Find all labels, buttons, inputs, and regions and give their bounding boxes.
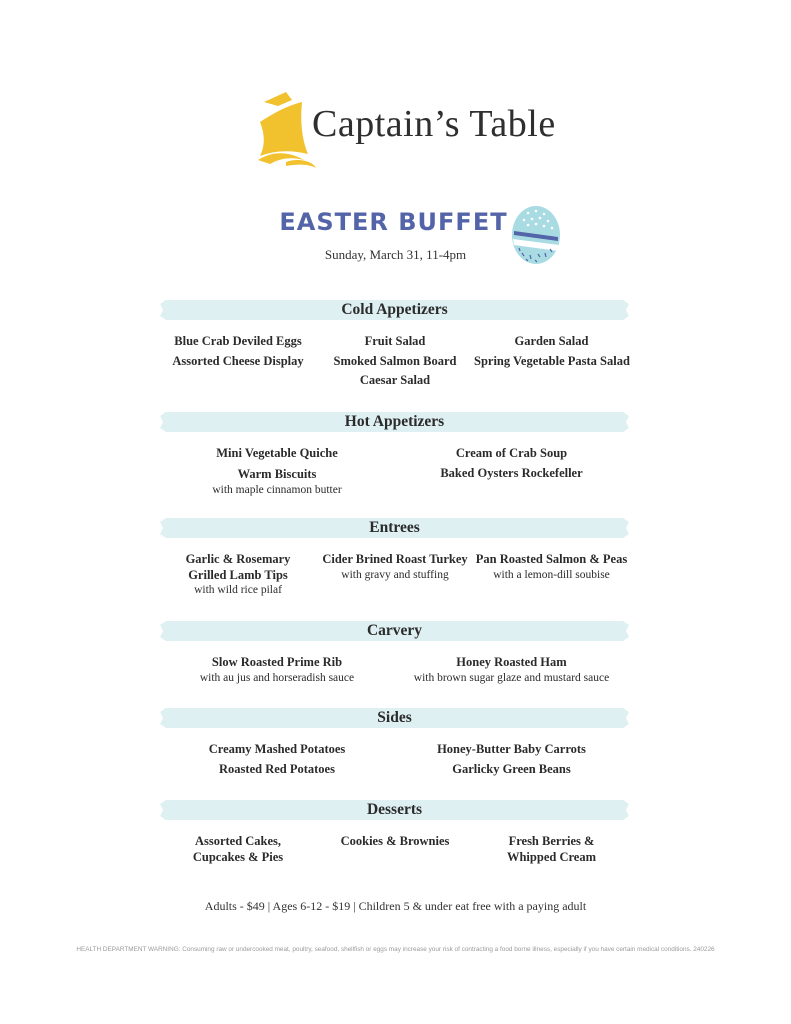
hot-column-1 [160, 444, 394, 497]
section-header-cold-appetizers: Cold Appetizers [160, 300, 629, 320]
menu-item: Smoked Salmon Board [333, 353, 457, 368]
menu-item-note: with wild rice pilaf [194, 584, 282, 596]
menu-item: Slow Roasted Prime Rib [211, 655, 343, 669]
menu-item-note: with maple cinnamon butter [212, 483, 342, 496]
hot-column-2 [394, 444, 629, 483]
menu-item: Assorted Cheese Display [172, 353, 304, 368]
desserts-column-1 [160, 834, 316, 865]
menu-item: Cider Brined Roast Turkey [322, 552, 468, 566]
menu-item: Garden Salad [514, 334, 589, 348]
menu-item: Caesar Salad [359, 373, 431, 387]
brand-name: Captain’s Table [312, 103, 556, 145]
section-header-sides: Sides [160, 708, 629, 728]
sides-column-1 [160, 740, 394, 779]
section-header-desserts: Desserts [160, 800, 629, 820]
section-header-hot-appetizers: Hot Appetizers [160, 412, 629, 432]
menu-item: Cupcakes & Pies [192, 849, 284, 864]
pricing-info: Adults - $49 | Ages 6-12 - $19 | Children 5 & under eat free with a paying adult [204, 899, 587, 913]
menu-item: Honey-Butter Baby Carrots [437, 742, 586, 756]
event-date: Sunday, March 31, 11-4pm [324, 247, 467, 262]
cold-column-2 [316, 332, 474, 391]
menu-item-note: with a lemon-dill soubise [493, 568, 610, 581]
menu-item: Spring Vegetable Pasta Salad [474, 353, 630, 368]
brand-logo [256, 88, 556, 172]
ship-sail-icon [256, 88, 316, 172]
menu-item: Fruit Salad [364, 334, 426, 348]
menu-item: Warm Biscuits [237, 466, 317, 481]
menu-item-note: with au jus and horseradish sauce [199, 671, 355, 684]
sides-column-2 [394, 740, 629, 779]
page-title: EASTER BUFFET [279, 208, 508, 236]
menu-item: Garlic & Rosemary [185, 552, 291, 566]
entrees-column-2 [316, 552, 474, 582]
carvery-column-1 [160, 655, 394, 685]
carvery-column-2 [394, 655, 629, 685]
menu-item: Whipped Cream [506, 849, 596, 864]
cold-column-1 [160, 332, 316, 371]
menu-item-note: with brown sugar glaze and mustard sauce [413, 671, 610, 684]
menu-item: Baked Oysters Rockefeller [440, 465, 583, 480]
desserts-column-2 [316, 834, 474, 850]
menu-item: Fresh Berries & [508, 834, 595, 848]
menu-item: Assorted Cakes, [194, 834, 282, 848]
menu-item: Blue Crab Deviled Eggs [174, 334, 302, 348]
menu-item: Roasted Red Potatoes [219, 761, 335, 776]
menu-item: Creamy Mashed Potatoes [208, 742, 346, 756]
section-header-carvery: Carvery [160, 621, 629, 641]
menu-item: Cookies & Brownies [340, 834, 450, 848]
entrees-column-1 [160, 552, 316, 597]
menu-item: Grilled Lamb Tips [188, 567, 288, 582]
menu-item: Cream of Crab Soup [455, 446, 568, 460]
section-header-entrees: Entrees [160, 518, 629, 538]
desserts-column-3 [474, 834, 629, 865]
menu-item: Honey Roasted Ham [456, 655, 567, 669]
cold-column-3 [474, 332, 629, 371]
menu-item: Mini Vegetable Quiche [216, 446, 338, 460]
health-warning: HEALTH DEPARTMENT WARNING: Consuming raw or undercooked meat, poultry, seafood, shellfish or eggs may increase your risk of contracting a food borne illness, especially if you have certain medical conditions. 240226 [76, 946, 715, 953]
entrees-column-3 [474, 552, 629, 582]
menu-item: Garlicky Green Beans [452, 761, 571, 776]
menu-item: Pan Roasted Salmon & Peas [475, 552, 628, 566]
menu-item-note: with gravy and stuffing [341, 568, 449, 581]
